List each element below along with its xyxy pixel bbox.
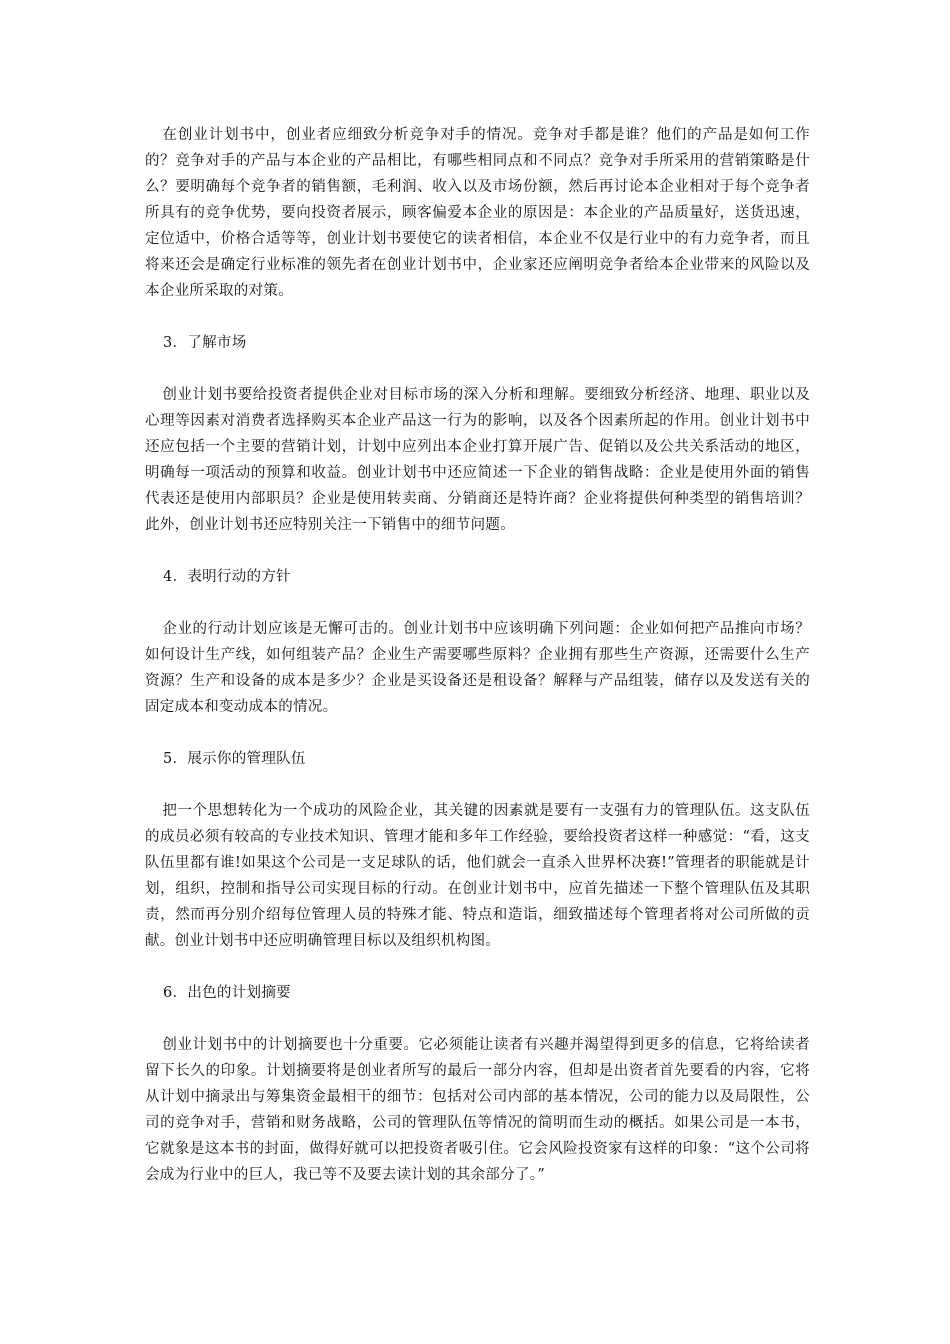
spacer	[145, 538, 810, 564]
spacer	[145, 772, 810, 798]
spacer	[145, 304, 810, 330]
paragraph-action: 企业的行动计划应该是无懈可击的。创业计划书中应该明确下列问题：企业如何把产品推向市场？如何设计生产线，如何组装产品？企业生产需要哪些原料？企业拥有那些生产资源，还需要什么生产资源？生产和设备的成本是多少？企业是买设备还是租设备？解释与产品组装，储存以及发送有关的固定成本和变动成本的情况。	[145, 621, 810, 715]
document-page	[145, 122, 810, 1188]
paragraph-market: 创业计划书要给投资者提供企业对目标市场的深入分析和理解。要细致分析经济、地理、职业以及心理等因素对消费者选择购买本企业产品这一行为的影响，以及各个因素所起的作用。创业计划书中还应包括一个主要的营销计划，计划中应列出本企业打算开展广告、促销以及公共关系活动的地区，明确每一项活动的预算和收益。创业计划书中还应简述一下企业的销售战略：企业是使用外面的销售代表还是使用内部职员？企业是使用转卖商、分销商还是特许商？企业将提供何种类型的销售培训？此外，创业计划书还应特别关注一下销售中的细节问题。	[145, 387, 810, 533]
paragraph-summary: 创业计划书中的计划摘要也十分重要。它必须能让读者有兴趣并渴望得到更多的信息，它将给读者留下长久的印象。计划摘要将是创业者所写的最后一部分内容，但却是出资者首先要看的内容，它将从计划中摘录出与筹集资金最相干的细节：包括对公司内部的基本情况，公司的能力以及局限性，公司的竞争对手，营销和财务战略，公司的管理队伍等情况的简明而生动的概括。如果公司是一本书，它就象是这本书的封面，做得好就可以把投资者吸引住。它会风险投资家有这样的印象：“这个公司将会成为行业中的巨人，我已等不及要去读计划的其余部分了。”	[145, 1037, 810, 1183]
spacer	[145, 720, 810, 746]
spacer	[145, 590, 810, 616]
spacer	[145, 954, 810, 980]
section-heading-market: 3．了解市场	[163, 335, 247, 351]
spacer	[145, 356, 810, 382]
section-heading-summary: 6．出色的计划摘要	[163, 985, 291, 1001]
section-heading-action: 4．表明行动的方针	[163, 569, 291, 585]
section-heading-team: 5．展示你的管理队伍	[163, 751, 306, 767]
spacer	[145, 1006, 810, 1032]
paragraph-competition: 在创业计划书中，创业者应细致分析竞争对手的情况。竞争对手都是谁？他们的产品是如何工作的？竞争对手的产品与本企业的产品相比，有哪些相同点和不同点？竞争对手所采用的营销策略是什么？要明确每个竞争者的销售额，毛利润、收入以及市场份额，然后再讨论本企业相对于每个竞争者所具有的竞争优势，要向投资者展示，顾客偏爱本企业的原因是：本企业的产品质量好，送货迅速，定位适中，价格合适等等，创业计划书要使它的读者相信，本企业不仅是行业中的有力竞争者，而且将来还会是确定行业标准的领先者在创业计划书中，企业家还应阐明竞争者给本企业带来的风险以及本企业所采取的对策。	[145, 127, 810, 299]
paragraph-team: 把一个思想转化为一个成功的风险企业，其关键的因素就是要有一支强有力的管理队伍。这支队伍的成员必须有较高的专业技术知识、管理才能和多年工作经验，要给投资者这样一种感觉：“看，这支队伍里都有谁!如果这个公司是一支足球队的话，他们就会一直杀入世界杯决赛!”管理者的职能就是计划，组织，控制和指导公司实现目标的行动。在创业计划书中，应首先描述一下整个管理队伍及其职责，然而再分别介绍每位管理人员的特殊才能、特点和造诣，细致描述每个管理者将对公司所做的贡献。创业计划书中还应明确管理目标以及组织机构图。	[145, 803, 810, 949]
